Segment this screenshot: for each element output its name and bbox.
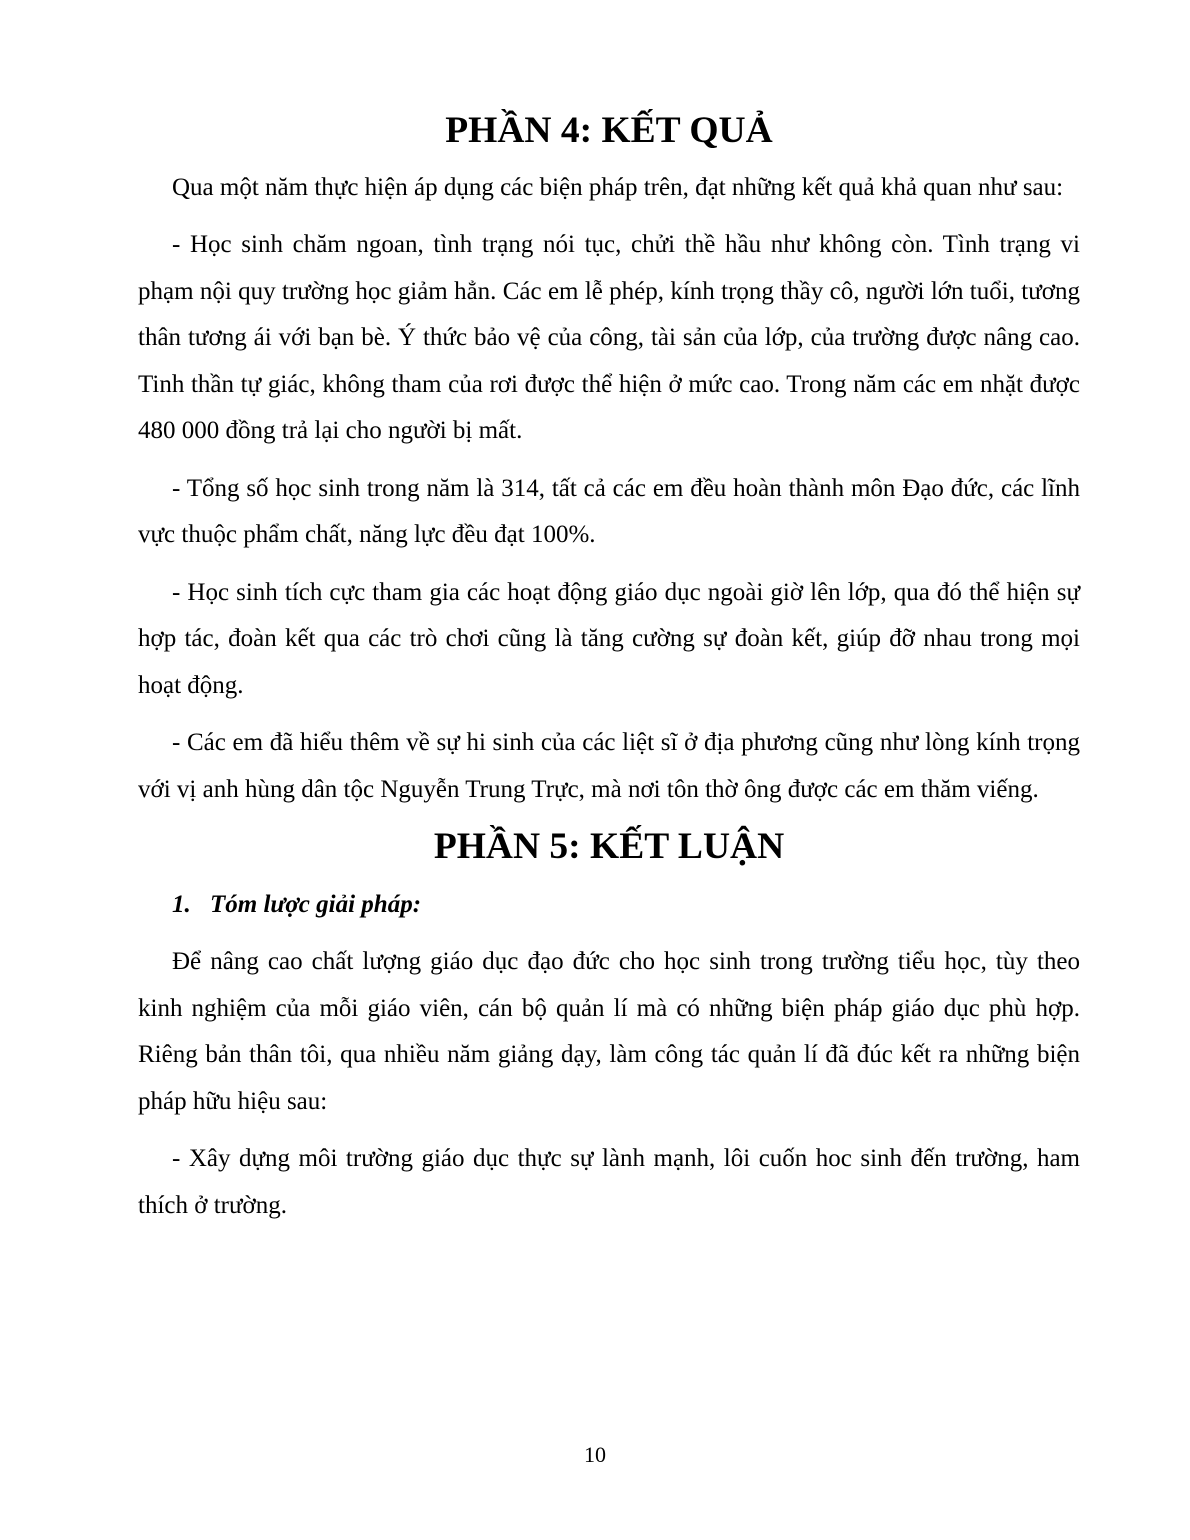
result-item-activities: - Học sinh tích cực tham gia các hoạt động giáo dục ngoài giờ lên lớp, qua đó thể hiện sự hợp tác, đoàn kết qua các trò chơi cũng là tăng cường sự đoàn kết, giúp đỡ nhau trong mọi hoạt động. [138,578,1080,699]
subheading-solution-summary [138,882,1080,929]
result-item-heroes: - Các em đã hiểu thêm về sự hi sinh của các liệt sĩ ở địa phương cũng như lòng kính trọng với vị anh hùng dân tộc Nguyễn Trung Trực, mà nơi tôn thờ ông được các em thăm viếng. [138,729,1080,803]
document-page [138,108,1080,1240]
subheading-number: 1. [172,890,191,918]
solution-item-environment: - Xây dựng môi trường giáo dục thực sự lành mạnh, lôi cuốn hoc sinh đến trường, ham thích ở trường. [138,1145,1080,1219]
result-item-behavior: - Học sinh chăm ngoan, tình trạng nói tục, chửi thề hầu như không còn. Tình trạng vi phạm nội quy trường học giảm hẳn. Các em lễ phép, kính trọng thầy cô, người lớn tuổi, tương thân tương ái với bạn bè. Ý thức bảo vệ của công, tài sản của lớp, của trường được nâng cao. Tinh thần tự giác, không tham của rơi được thể hiện ở mức cao. Trong năm các em nhặt được 480 000 đồng trả lại cho người bị mất. [138,231,1080,444]
page-number: 10 [584,1442,606,1467]
section-4-title: PHẦN 4: KẾT QUẢ [445,110,773,151]
section-5-intro: Để nâng cao chất lượng giáo dục đạo đức cho học sinh trong trường tiểu học, tùy theo kinh nghiệm của mỗi giáo viên, cán bộ quản lí mà có những biện pháp giáo dục phù hợp. Riêng bản thân tôi, qua nhiều năm giảng dạy, làm công tác quản lí đã đúc kết ra những biện pháp hữu hiệu sau: [138,948,1080,1115]
section-5-title: PHẦN 5: KẾT LUẬN [433,826,785,867]
section-4-intro: Qua một năm thực hiện áp dụng các biện pháp trên, đạt những kết quả khả quan như sau: [172,173,1064,201]
subheading-text: Tóm lược giải pháp: [210,890,422,918]
result-item-student-count: - Tổng số học sinh trong năm là 314, tất cả các em đều hoàn thành môn Đạo đức, các lĩnh vực thuộc phẩm chất, năng lực đều đạt 100%. [138,474,1080,548]
